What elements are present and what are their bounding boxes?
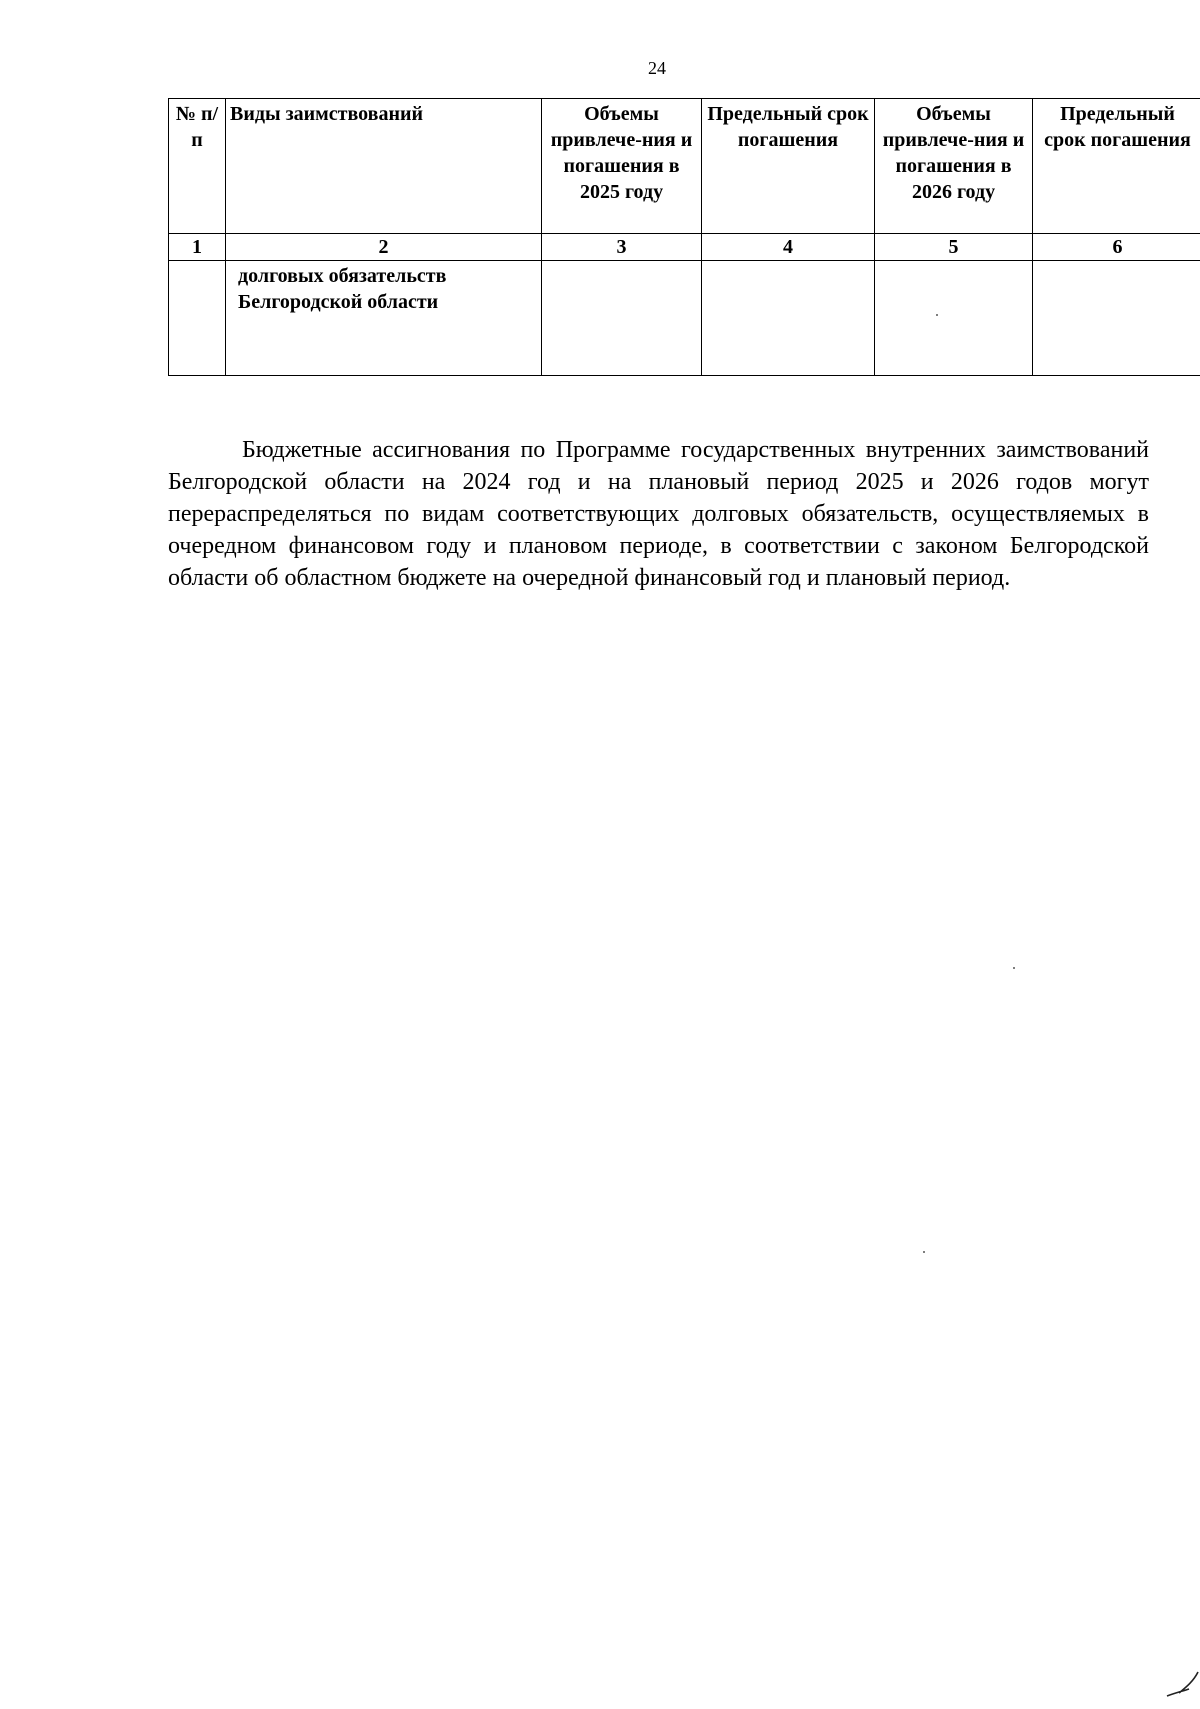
signature-mark [1165, 1660, 1200, 1700]
column-number: 5 [875, 234, 1033, 261]
header-volume-2025: Объемы привлече-ния и погашения в 2025 году [542, 99, 702, 234]
scan-speck [923, 1251, 925, 1253]
column-number: 1 [169, 234, 226, 261]
header-term-2026: Предельный срок погашения [1033, 99, 1200, 234]
header-term-2025: Предельный срок погашения [702, 99, 875, 234]
scan-speck [936, 314, 938, 316]
cell-number [169, 261, 226, 376]
cell-term-2025 [702, 261, 875, 376]
column-number-row [169, 234, 1200, 261]
column-number: 6 [1033, 234, 1200, 261]
cell-volume-2025 [542, 261, 702, 376]
table-row [169, 261, 1200, 376]
scan-speck [1013, 967, 1015, 969]
header-number: № п/п [169, 99, 226, 234]
cell-volume-2026 [875, 261, 1033, 376]
body-paragraph: Бюджетные ассигнования по Программе государственных внутренних заимствований Белгородской области на 2024 год и на плановый период 2025 и 2026 годов могут перераспределяться по видам соответствующих долговых обязательств, осуществляемых в очередном финансовом году и плановом периоде, в соответствии с законом Белгородской области об областном бюджете на очередной финансовый год и плановый период. [168, 437, 1149, 591]
column-number: 2 [226, 234, 542, 261]
table-header-row [169, 99, 1200, 234]
cell-borrowing-type: долговых обязательств Белгородской области [226, 261, 542, 376]
cell-term-2026 [1033, 261, 1200, 376]
column-number: 3 [542, 234, 702, 261]
header-borrowing-type: Виды заимствований [226, 99, 542, 234]
borrowing-table [168, 98, 1200, 376]
page-number: 24 [648, 58, 666, 78]
column-number: 4 [702, 234, 875, 261]
header-volume-2026: Объемы привлече-ния и погашения в 2026 году [875, 99, 1033, 234]
